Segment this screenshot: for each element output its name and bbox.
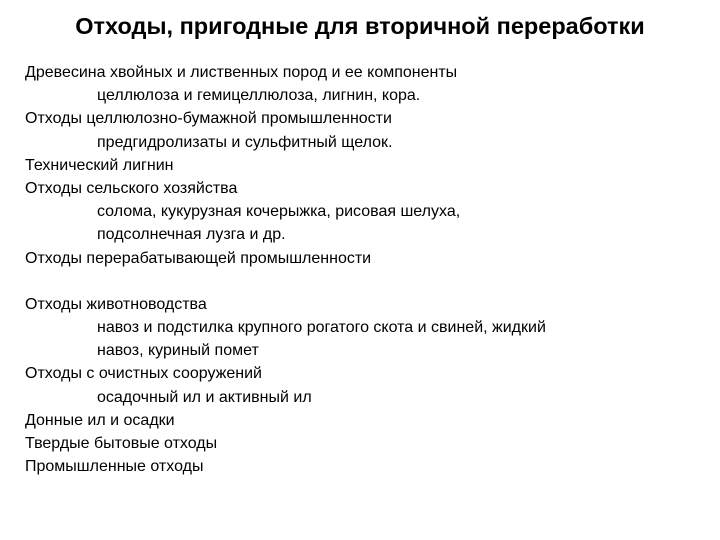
category-treatment-plants: Отходы с очистных сооружений	[25, 365, 262, 383]
slide-title: Отходы, пригодные для вторичной переработки	[75, 13, 645, 39]
detail-treatment-plants: осадочный ил и активный ил	[97, 388, 312, 406]
category-industrial-waste: Промышленные отходы	[25, 458, 204, 476]
category-agriculture: Отходы сельского хозяйства	[25, 179, 238, 197]
category-bottom-sediments: Донные ил и осадки	[25, 411, 175, 429]
category-processing-industry: Отходы перерабатывающей промышленности	[25, 249, 372, 267]
category-pulp-paper: Отходы целлюлозно-бумажной промышленности	[25, 110, 392, 128]
detail-pulp-paper: предгидролизаты и сульфитный щелок.	[97, 133, 393, 151]
category-municipal-solid-waste: Твердые бытовые отходы	[25, 435, 218, 452]
category-wood: Древесина хвойных и лиственных пород и ее компоненты	[25, 64, 458, 81]
detail-agriculture-1: солома, кукурузная кочерыжка, рисовая шелуха,	[97, 203, 461, 221]
category-livestock: Отходы животноводства	[25, 295, 207, 313]
blank-line	[25, 270, 705, 293]
category-technical-lignin: Технический лигнин	[25, 156, 174, 174]
waste-list	[25, 61, 705, 478]
detail-agriculture-2: подсолнечная лузга и др.	[97, 226, 286, 244]
detail-livestock-2: навоз, куриный помет	[97, 342, 259, 360]
detail-livestock-1: навоз и подстилка крупного рогатого скота и свиней, жидкий	[97, 319, 546, 337]
detail-wood-components: целлюлоза и гемицеллюлоза, лигнин, кора.	[97, 87, 421, 105]
